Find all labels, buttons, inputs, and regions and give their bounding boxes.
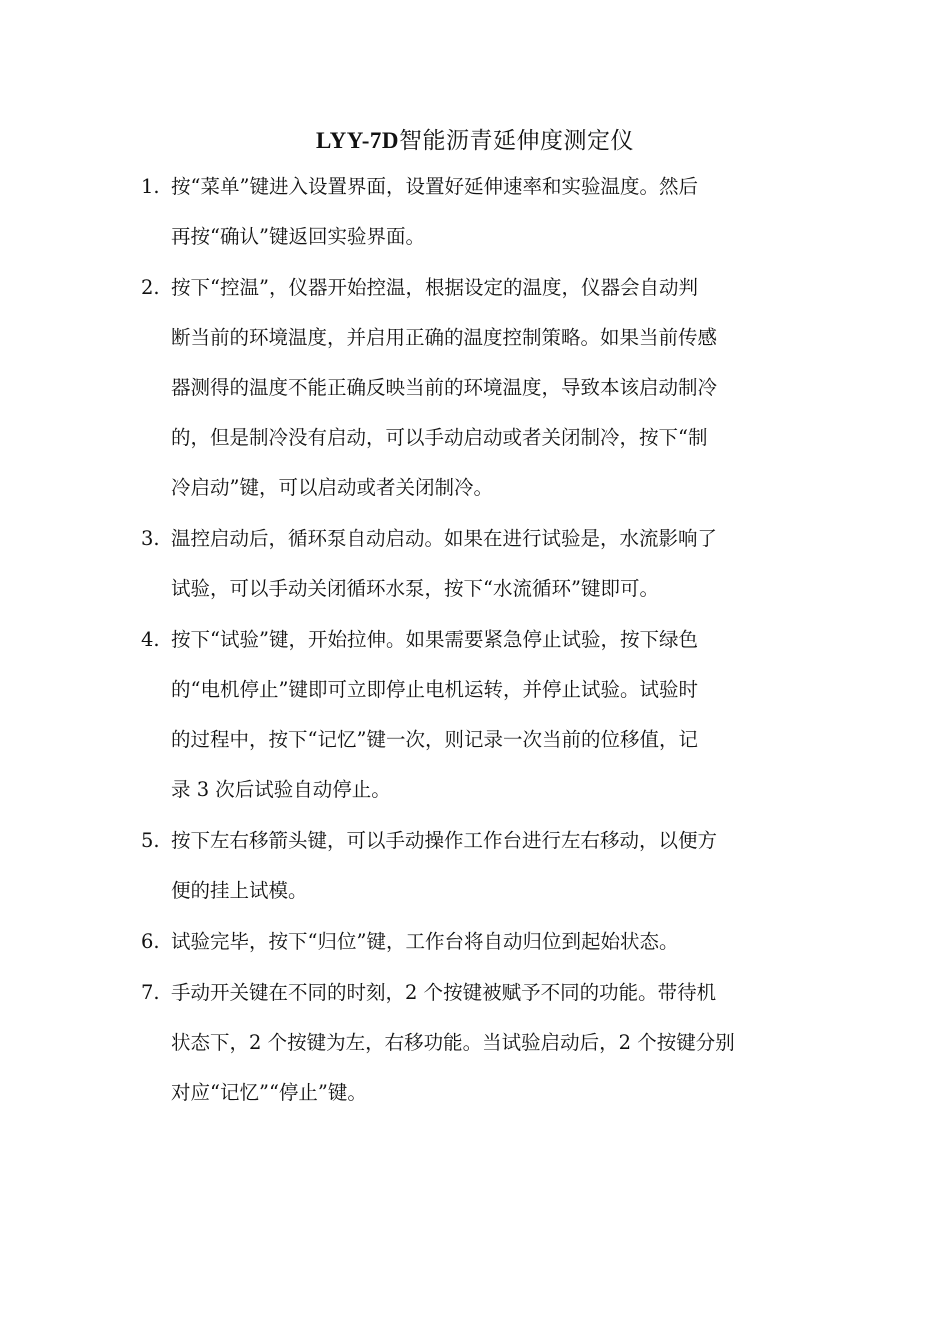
document-title [0,124,950,158]
item-text-line: 的过程中，按下“记忆”键一次，则记录一次当前的位移值，记 [171,728,698,751]
item-text-line: 试验完毕，按下“归位”键，工作台将自动归位到起始状态。 [171,930,679,953]
item-text-line: 冷启动”键，可以启动或者关闭制冷。 [171,476,493,499]
item-text-line: 手动开关键在不同的时刻，2 个按键被赋予不同的功能。带待机 [171,981,717,1004]
item-text [171,917,811,967]
item-number: 1. [141,175,160,198]
item-text-line: 按下“控温”，仪器开始控温，根据设定的温度，仪器会自动判 [171,276,698,299]
instruction-item [141,615,811,815]
instruction-item [141,514,811,614]
instruction-item [141,917,811,967]
instruction-item [141,816,811,916]
item-number: 2. [141,276,160,299]
instruction-item [141,162,811,262]
instruction-item [141,263,811,513]
item-text [171,263,811,513]
item-text-line: 按下左右移箭头键，可以手动操作工作台进行左右移动，以便方 [171,829,718,852]
item-number: 6. [141,930,160,953]
item-text-line: 便的挂上试模。 [171,879,308,902]
item-text-line: 再按“确认”键返回实验界面。 [171,225,425,248]
instruction-list [141,162,811,1119]
item-text-line: 对应“记忆”“停止”键。 [171,1081,367,1104]
item-text [171,162,811,262]
item-number: 7. [141,981,160,1004]
item-text-line: 断当前的环境温度，并启用正确的温度控制策略。如果当前传感 [171,326,718,349]
item-text [171,615,811,815]
item-number: 3. [141,527,160,550]
item-text-line: 录 3 次后试验自动停止。 [171,778,391,801]
item-text-line: 温控启动后，循环泵自动启动。如果在进行试验是，水流影响了 [171,527,718,550]
item-text-line: 按“菜单”键进入设置界面，设置好延伸速率和实验温度。然后 [171,175,698,198]
item-text-line: 按下“试验”键，开始拉伸。如果需要紧急停止试验，按下绿色 [171,628,698,651]
item-text [171,816,811,916]
item-text-line: 器测得的温度不能正确反映当前的环境温度，导致本该启动制冷 [171,376,718,399]
item-text-line: 的“电机停止”键即可立即停止电机运转，并停止试验。试验时 [171,678,698,701]
item-text-line: 状态下，2 个按键为左，右移功能。当试验启动后，2 个按键分别 [171,1031,735,1054]
item-number: 5. [141,829,160,852]
item-text-line: 的，但是制冷没有启动，可以手动启动或者关闭制冷，按下“制 [171,426,708,449]
item-number: 4. [141,628,160,651]
title-name: 智能沥青延伸度测定仪 [399,128,635,154]
item-text-line: 试验，可以手动关闭循环水泵，按下“水流循环”键即可。 [171,577,659,600]
title-model: LYY-7D [315,128,400,153]
item-text [171,968,811,1118]
instruction-item [141,968,811,1118]
item-text [171,514,811,614]
